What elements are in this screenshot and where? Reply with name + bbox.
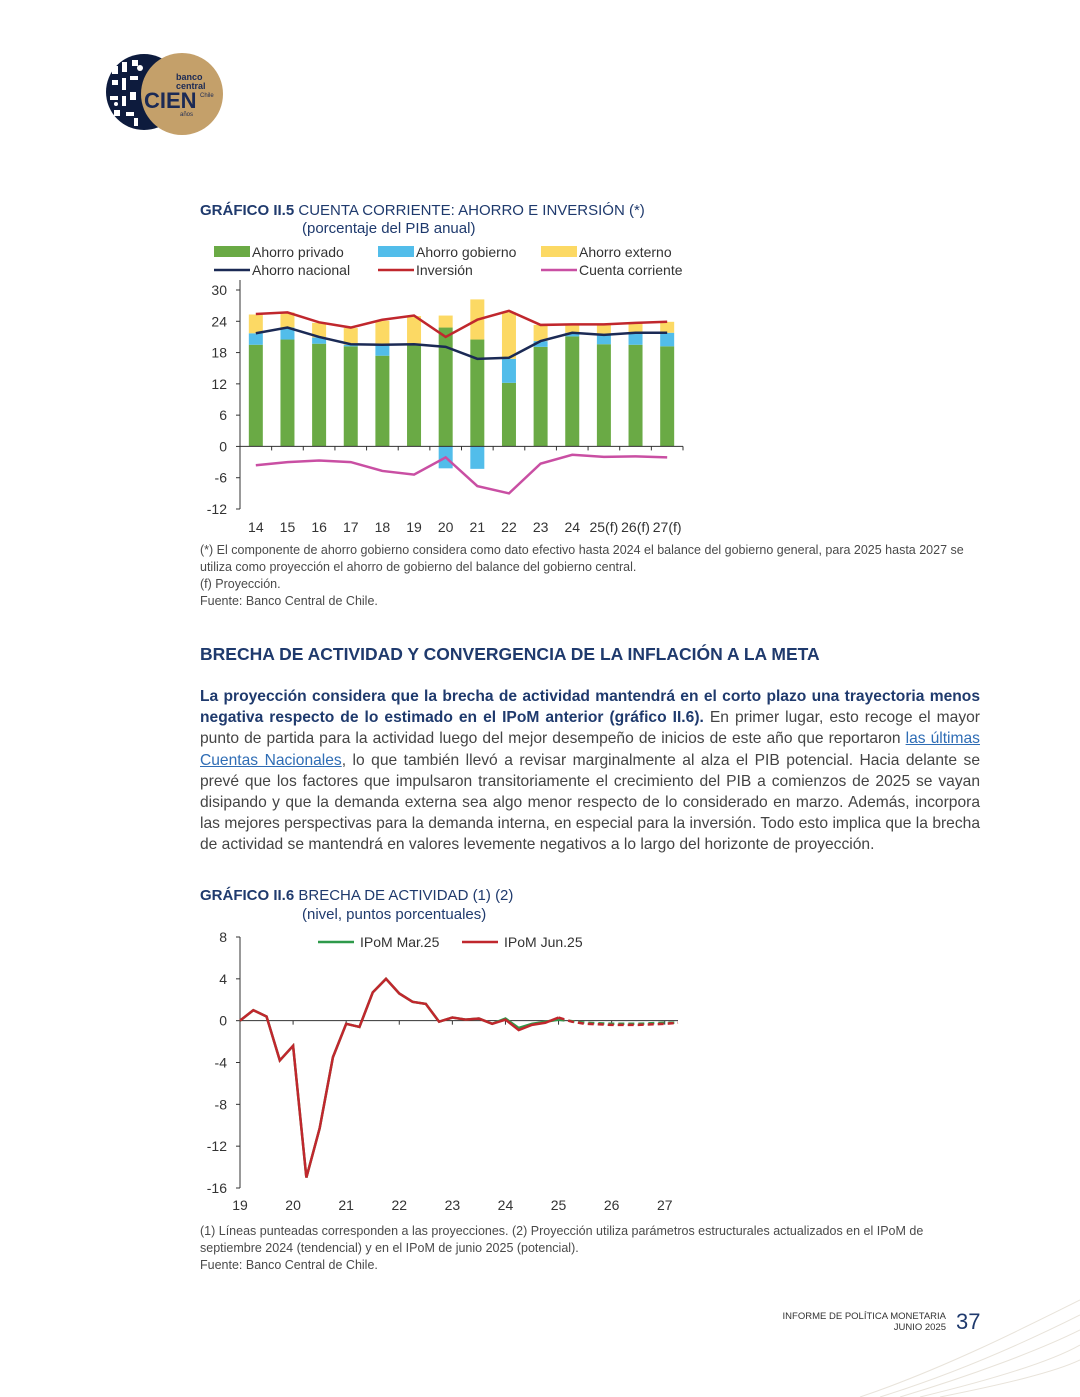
legend-label-3: Ahorro nacional (252, 262, 351, 278)
bar-ahorro-gobierno-22 (502, 359, 516, 383)
chart1-xlabel-25(f): 25(f) (589, 519, 619, 535)
chart1-xlabel-20: 20 (437, 519, 454, 535)
bar-ahorro-externo-27(f) (660, 322, 674, 333)
chart2-title-block (200, 886, 513, 905)
chart1-title: CUENTA CORRIENTE: AHORRO E INVERSIÓN (*) (298, 202, 645, 219)
bar-ahorro-privado-16 (312, 344, 326, 447)
logo-anos: años (180, 112, 194, 118)
chart2-xlabel-26: 26 (603, 1197, 620, 1213)
chart1-ytick-label-6: 6 (219, 407, 227, 424)
chart2-title: BRECHA DE ACTIVIDAD (1) (2) (298, 887, 514, 904)
bar-ahorro-privado-15 (280, 340, 294, 447)
chart1-title-block (200, 201, 645, 220)
chart1-ytick-label-18: 18 (211, 344, 227, 361)
chart2-xlabel-27: 27 (656, 1197, 673, 1213)
chart1-note-2: (f) Proyección. (200, 577, 281, 591)
legend-label-0: Ahorro privado (252, 244, 344, 260)
chart2-xlabel-22: 22 (391, 1197, 408, 1213)
bar-ahorro-privado-17 (344, 346, 358, 446)
chart1-xlabel-23: 23 (532, 519, 549, 535)
line-cuenta-corriente (256, 455, 667, 494)
bar-ahorro-externo-20 (439, 316, 453, 328)
bar-ahorro-privado-22 (502, 383, 516, 447)
bar-ahorro-privado-27(f) (660, 346, 674, 446)
logo-cien: CIEN (144, 88, 197, 113)
logo-text-2: central (176, 81, 206, 91)
chart1-xlabel-22: 22 (501, 519, 517, 535)
footer-decoration (820, 1290, 1080, 1397)
bar-ahorro-privado-25(f) (597, 344, 611, 446)
chart1-xlabel-24: 24 (564, 519, 581, 535)
chart2-ytick-label--16: -16 (206, 1180, 227, 1196)
chart1-ytick-label-0: 0 (219, 438, 227, 455)
projection-ipom-jun-25 (559, 1018, 678, 1025)
chart2-subtitle: (nivel, puntos porcentuales) (302, 906, 487, 923)
line-ipom-jun-25 (240, 979, 559, 1178)
logo-text-1: banco (176, 72, 203, 82)
footer-title: INFORME DE POLÍTICA MONETARIA (782, 1311, 946, 1322)
line-ipom-mar-25 (240, 979, 559, 1178)
chart2-legend-label-1: IPoM Jun.25 (504, 934, 583, 950)
bar-ahorro-privado-24 (565, 336, 579, 446)
paragraph-text-2: , lo que también llevó a revisar marginalmente al alza el PIB potencial. Hacia delante se prevé que los factores que impulsaron transitoriamente el crecimiento del PIB a comienzos de 2025 se vayan disipando y que la demanda externa sea algo menor respecto de lo considerado en marzo. Además, incorpora las mejores perspectivas para la demanda interna, en especial para la inversión. Todo esto implica que la brecha de actividad se mantendrá en valores levemente negativos a lo largo del horizonte de proyección. (200, 751, 980, 854)
chart2-notes (200, 1223, 980, 1274)
bar-ahorro-privado-23 (534, 347, 548, 447)
chart1-ytick-label--6: -6 (214, 469, 227, 486)
bar-ahorro-privado-21 (470, 340, 484, 447)
legend-label-1: Ahorro gobierno (416, 244, 517, 260)
chart1-xlabel-18: 18 (374, 519, 391, 535)
body-paragraph (200, 686, 980, 856)
chart2-label: GRÁFICO II.6 (200, 887, 295, 904)
bar-ahorro-privado-26(f) (629, 345, 643, 447)
chart1-ytick-label-12: 12 (211, 375, 227, 392)
chart2-ytick-label--12: -12 (206, 1138, 227, 1155)
paragraph-text-1: En primer lugar, esto recoge el mayor punto de partida para la actividad luego del mejor desempeño de inicios de este año que reportaron (200, 709, 980, 748)
legend-label-2: Ahorro externo (579, 244, 672, 260)
chart1-xlabel-19: 19 (406, 519, 422, 535)
page-number: 37 (956, 1309, 981, 1334)
chart1-label: GRÁFICO II.5 (200, 202, 295, 219)
chart2-xlabel-19: 19 (232, 1197, 248, 1213)
chart1-xlabel-27(f): 27(f) (652, 519, 682, 535)
chart2-ytick-label-0: 0 (219, 1012, 227, 1029)
chart2-ytick-label-8: 8 (219, 929, 227, 945)
chart1-svg (198, 240, 698, 540)
chart1-xlabel-15: 15 (279, 519, 296, 535)
chart1-note-1: (*) El componente de ahorro gobierno considera como dato efectivo hasta 2024 el balance del gobierno general, para 2025 hasta 2027 se utiliza como proyección el ahorro de gobierno del balance del gobierno central. (200, 543, 964, 574)
chart2-svg (198, 926, 698, 1218)
chart1-xlabel-21: 21 (469, 519, 486, 535)
legend-label-5: Cuenta corriente (579, 262, 683, 278)
chart1-subtitle: (porcentaje del PIB anual) (302, 220, 476, 237)
chart1-xlabel-17: 17 (342, 519, 359, 535)
chart1-xlabel-26(f): 26(f) (621, 519, 650, 535)
legend-swatch-0 (214, 246, 250, 257)
chart2-ytick-label--8: -8 (214, 1096, 227, 1113)
bar-ahorro-gobierno-25(f) (597, 335, 611, 344)
chart1-source: Fuente: Banco Central de Chile. (200, 594, 378, 608)
chart1-xlabel-14: 14 (248, 519, 264, 535)
chart1-notes (200, 542, 980, 610)
chart1-xlabel-16: 16 (311, 519, 327, 535)
legend-swatch-1 (378, 246, 414, 257)
chart2-ytick-label--4: -4 (214, 1054, 227, 1071)
cuentas-nacionales-link[interactable]: las últimas Cuentas Nacionales (200, 730, 980, 769)
bar-ahorro-gobierno-21 (470, 446, 484, 468)
chart2-xlabel-24: 24 (497, 1197, 514, 1213)
bar-ahorro-externo-18 (375, 321, 389, 345)
chart2-xlabel-21: 21 (338, 1197, 354, 1213)
bar-ahorro-privado-18 (375, 356, 389, 447)
chart2-source: Fuente: Banco Central de Chile. (200, 1258, 378, 1272)
chart1-ytick-label-30: 30 (211, 282, 227, 298)
logo-text-3: Chile (200, 93, 214, 99)
legend-swatch-2 (541, 246, 577, 257)
bar-ahorro-gobierno-26(f) (629, 333, 643, 344)
chart2-legend-label-0: IPoM Mar.25 (360, 934, 440, 950)
bar-ahorro-gobierno-18 (375, 345, 389, 356)
bar-ahorro-gobierno-27(f) (660, 333, 674, 347)
bar-ahorro-privado-19 (407, 345, 421, 447)
chart2-xlabel-20: 20 (285, 1197, 301, 1213)
chart2-xlabel-25: 25 (550, 1197, 567, 1213)
paragraph-lead: La proyección considera que la brecha de actividad mantendrá en el corto plazo una trayectoria menos negativa respecto de lo estimado en el IPoM anterior (gráfico II.6). (200, 688, 980, 727)
chart1-ytick-label-24: 24 (211, 313, 227, 330)
legend-label-4: Inversión (416, 262, 473, 278)
footer-date: JUNIO 2025 (893, 1322, 946, 1333)
bar-ahorro-externo-22 (502, 312, 516, 358)
bar-ahorro-gobierno-14 (249, 333, 263, 344)
chart2-ytick-label-4: 4 (219, 970, 227, 987)
bar-ahorro-externo-14 (249, 315, 263, 334)
bar-ahorro-privado-14 (249, 345, 263, 447)
chart1-ytick-label--12: -12 (206, 501, 227, 517)
chart2-xlabel-23: 23 (444, 1197, 461, 1213)
chart2-note-1: (1) Líneas punteadas corresponden a las proyecciones. (2) Proyección utiliza parámetros estructurales actualizados en el IPoM de septiembre 2024 (tendencial) y en el IPoM de junio 2025 (potencial). (200, 1224, 924, 1255)
section-heading: BRECHA DE ACTIVIDAD Y CONVERGENCIA DE LA INFLACIÓN A LA META (200, 644, 820, 664)
banco-central-logo (104, 52, 226, 138)
